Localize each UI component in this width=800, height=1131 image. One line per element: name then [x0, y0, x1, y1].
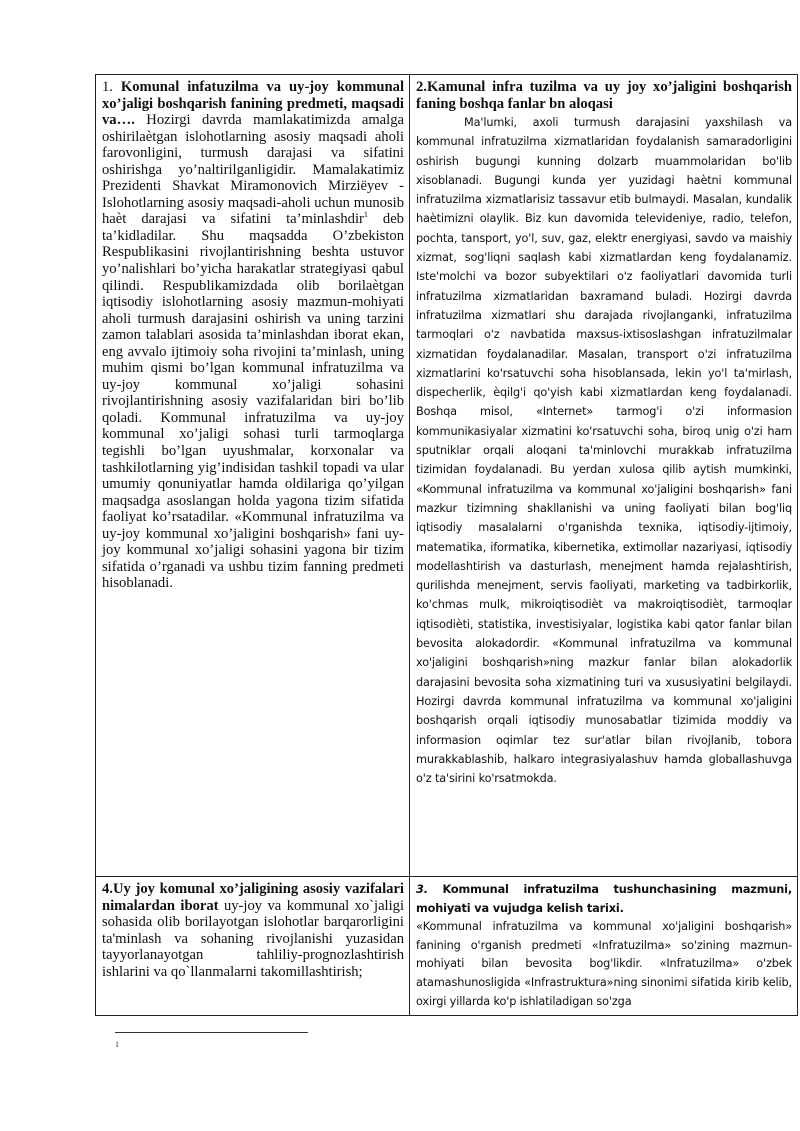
question-number: 1.: [102, 79, 121, 95]
question-title: 4.Uy joy komunal xo’jaligining asosiy vazifalari nimalardan iborat: [102, 881, 404, 914]
table-row: [96, 877, 798, 1016]
answer-text: Ma'lumki, axoli turmush darajasini yaxshilash va kommunal infratuzilma xizmatlaridan foydalanish samaradorligini oshirish bugungi kunning dolzarb muammolaridan bo'lib xisoblanadi. Bugungi kunda yer yuzidagi haètni kommunal infratuzilma xizmatlarisiz tassavur etib bulmaydi. Masalan, kundalik haètimizni olaylik. Biz kun davomida televideniye, radio, telefon, pochta, tansport, yo'l, suv, gaz, elektr energiyasi, savdo va maishiy xizmat, sog'liqni saqlash kabi xizmatlardan keng foydalanamiz. Iste'molchi va bozor subyektilari o'z faoliyatlari davomida turli infratuzilma xizmatlaridan baxramand buladi. Hozirgi davrda infratuzilma xizmatlari shu darajada rivojlanganki, infratuzilma tarmoqlari o'z navbatida maxsus-ixtisoslashgan infratuzilmalar xizmatidan foydalanadilar. Masalan, transport o'zi infratuzilma xizmatlarini ko'rsatuvchi soha hisoblansada, lekin yo'l ta'mirlash, dispecherlik, èqilg'i qo'yish kabi xizmatlardan keng foydalanadi. Boshqa misol, «Internet» tarmog'i o'zi informasion kommunikasiyalar xizmatini ko'rsatuvchi soha, biroq unig o'zi ham sputniklar orqali aloqani ta'minlovchi murakkab infratuzilma tizimidan foydalanadi. Bu yerdan xulosa qilib aytish mumkinki, «Kommunal infratuzilma va kommunal xo'jaligini boshqarish» fani mazkur tizimning shakllanishi va uning faoliyati bilan bog'liq iqtisodiy masalalarni o'rganishda texnika, iqtisodiy-ijtimoiy, matematika, iformatika, kibernetika, extimollar nazariyasi, iqtisodiy modellashtirish va dasturlash, menejment hamda rejalashtirish, qurilishda menejment, servis faoliyati, marketing va tadbirkorlik, ko'chmas mulk, mikroiqtisodièt va makroiqtisodièt, tarmoqlar iqtisodièti, statistika, investisiyalar, logistika kabi qator fanlar bilan bevosita alokadordir. «Kommunal infratuzilma va kommunal xo'jaligini boshqarish»ning mazkur fanlar bilan alokadorlik darajasini bevosita soha xizmatining turi va xususiyatini belgilaydi. Hozirgi davrda kommunal infratuzilma va kommunal xo'jaligini boshqarish orqali iqtisodiy munosabatlar tizimida moddiy va informasion oqimlar tez sur'atlar bilan rivojlanib, tobora murakkablashib, halkaro integrasiyalashuv hamda globallashuvga o'z ta'sirini ko'rsatmokda.: [416, 116, 792, 786]
question-number: 3.: [416, 883, 428, 896]
footnote-mark: 1: [363, 210, 368, 220]
content-table: [95, 74, 798, 1016]
answer-text-continued: deb ta’kidladilar. Shu maqsadda O’zbekiston Respublikasini rivojlantirishning beshta ustuvor yo’nalishlari bo’yicha harakatlar strategiyasi qabul qilindi. Respublikamizdada olib borilaètgan iqtisodiy islohotlarning asosiy mazmun-mohiyati aholi turmush darajasini oshirish va uning tarzini zamon talablari asosida ta’minlashdan iborat ekan, eng avvalo ijtimoiy soha rivojini ta’minlash, uning muhim qismi bo’lgan kommunal infratuzilma va uy-joy kommunal xo’jaligi sohasini rivojlantirishning asosiy vazifalaridan biri bo’lib qoladi. Kommunal infratuzilma va uy-joy kommunal xo’jaligi sohasi turli tarmoqlarga tegishli bo’lgan uyushmalar, korxonalar va tashkilotlarning yig’indisidan tashkil topadi va ular umumiy qonuniyatlar hamda oldilariga qo’yilgan maqsadga asoslangan holda yagona tizim sifatida faoliyat ko’rsatadilar. «Kommunal infratuzilma va uy-joy kommunal xo’jaligini boshqarish» fani uy-joy kommunal xo’jaligi sohasini yagona bir tizim sifatida o’rganadi va ushbu tizim fanning predmeti hisoblanadi.: [102, 211, 404, 592]
answer-text: Hozirgi davrda mamlakatimizda amalga oshirilaètgan islohotlarning asosiy maqsadi aholi farovonligini, turmush darajasi va sifatini oshirishga yo’naltirilganligidir. Mamalakatimiz Prezidenti Shavkat Miramonovich Mirziёyev - Islohotlarning asosiy maqsadi-aholi uchun munosib haèt darajasi va sifatini ta’minlashdir: [102, 112, 404, 228]
footnote-separator: [115, 1032, 308, 1033]
cell-question-2: [410, 75, 798, 877]
cell-question-4: [96, 877, 410, 1016]
answer-text: uy-joy va kommunal xo`jaligi sohasida olib borilayotgan islohotlar barqarorligini ta'minlash va sohaning rivojlanishi yuzasidan tayyorlanayotgan tahliliy-prognozlashtirish ishlarini va qo`llanmalarni takomillashtirish;: [102, 897, 405, 980]
cell-question-1: [96, 75, 410, 877]
question-title: Komunal infatuzilma va uy-joy kommunal xo’jaligi boshqarish fanining predmeti, maqsadi va….: [102, 79, 404, 129]
answer-paragraph: [416, 113, 792, 788]
question-title: 2.Kamunal infra tuzilma va uy joy xo’jaligini boshqarish faning boshqa fanlar bn aloqasi: [416, 79, 792, 112]
cell-question-3: [410, 877, 798, 1016]
table-row: [96, 75, 798, 877]
answer-text: «Kommunal infratuzilma va kommunal xo'jaligini boshqarish» fanining o'rganish predmeti «Infratuzilma» so'zining mazmun-mohiyati bilan bevosita bog'likdir. «Infratuzilma» o'zbek atamashunosligida «Infrastruktura»ning sinonimi sifatida kirib kelib, oxirgi yillarda ko'p ishlatiladigan so'zga: [416, 920, 792, 1008]
footnote-number: 1: [115, 1040, 119, 1049]
question-title: Kommunal infratuzilma tushunchasining mazmuni, mohiyati va vujudga kelish tarixi.: [416, 883, 792, 915]
